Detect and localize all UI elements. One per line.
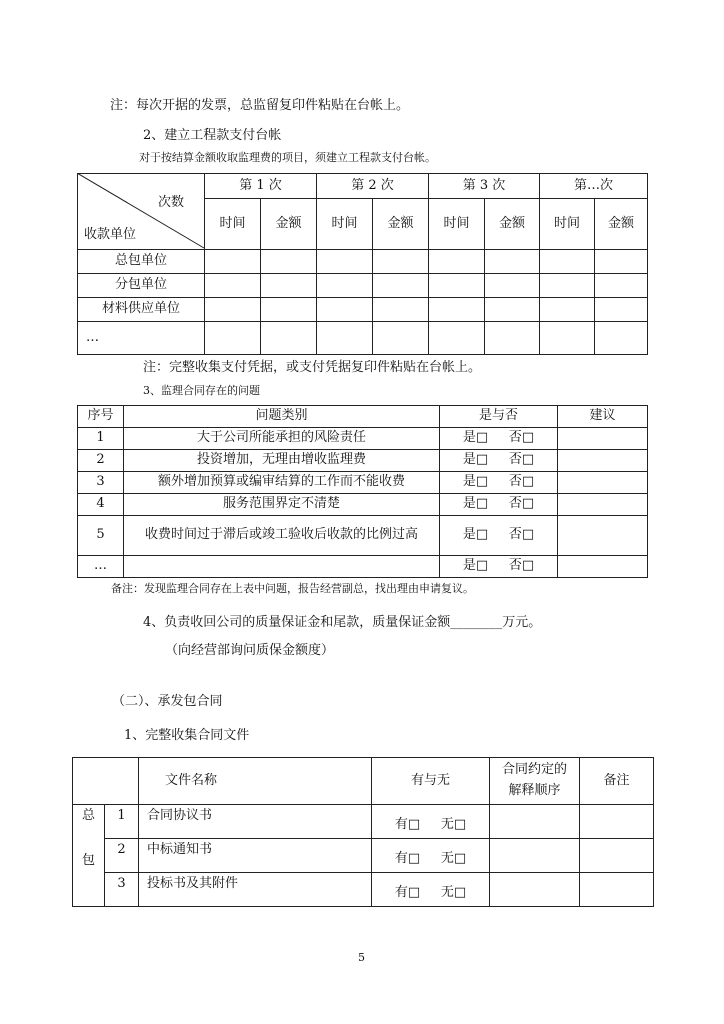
row-file-name: 中标通知书 (139, 839, 372, 873)
yes-no-cell (440, 428, 558, 450)
col-header-order (490, 758, 580, 805)
corner-times-label: 次数 (157, 195, 184, 210)
col-header-advice: 建议 (558, 406, 648, 428)
payee-cell: 分包单位 (78, 274, 205, 298)
payee-cell: … (78, 322, 205, 355)
no-checkbox[interactable]: 否□ (508, 430, 535, 446)
col-header-order-line2: 解释顺序 (508, 783, 561, 798)
col-header-no: 序号 (78, 406, 124, 428)
col-header-remark: 备注 (580, 758, 654, 805)
period-header: 第 3 次 (429, 174, 540, 199)
page-number: 5 (358, 951, 365, 964)
col-header-have: 有与无 (372, 758, 490, 805)
row-issue: 收费时间过于滞后或竣工验收后收款的比例过高 (124, 516, 440, 556)
row-issue (124, 556, 440, 578)
yes-no-cell (440, 516, 558, 556)
amount-header: 金额 (261, 199, 317, 250)
no-checkbox[interactable]: 否□ (508, 452, 535, 468)
table-row (78, 494, 648, 516)
col-header-yesno: 是与否 (440, 406, 558, 428)
no-checkbox[interactable]: 否□ (508, 496, 535, 512)
row-file-name: 合同协议书 (139, 805, 372, 839)
have-checkbox[interactable]: 有□ (394, 885, 421, 901)
corner-diagonal-line (77, 173, 205, 249)
yes-checkbox[interactable]: 是□ (462, 496, 489, 512)
table-row (73, 839, 654, 873)
section4-sub: （向经营部询问质保金额度） (165, 643, 335, 658)
col-header-file-name: 文件名称 (139, 758, 372, 805)
row-no: 2 (78, 450, 124, 472)
part2-sub-heading: 1、完整收集合同文件 (124, 728, 250, 743)
yes-checkbox[interactable]: 是□ (462, 474, 489, 490)
have-checkbox[interactable]: 有□ (394, 851, 421, 867)
row-issue: 服务范围界定不清楚 (124, 494, 440, 516)
contract-files-table (72, 757, 654, 907)
time-header: 时间 (540, 199, 595, 250)
row-no: … (78, 556, 124, 578)
time-header: 时间 (429, 199, 485, 250)
have-none-cell (372, 839, 490, 873)
table-row (78, 322, 648, 355)
time-header: 时间 (317, 199, 373, 250)
part2-heading: （二）、承发包合同 (112, 694, 223, 709)
table-row (78, 516, 648, 556)
section4-unit: 万元。 (502, 615, 542, 630)
row-no: 5 (78, 516, 124, 556)
contract-issues-table (77, 405, 648, 578)
section2-note: 注：完整收集支付凭据，或支付凭据复印件粘贴在台帐上。 (143, 360, 482, 375)
yes-no-cell (440, 556, 558, 578)
table-row (78, 428, 648, 450)
time-header: 时间 (205, 199, 261, 250)
yes-checkbox[interactable]: 是□ (462, 527, 489, 543)
yes-checkbox[interactable]: 是□ (462, 452, 489, 468)
amount-blank[interactable]: ________ (450, 615, 503, 630)
yes-no-cell (440, 472, 558, 494)
row-file-name: 投标书及其附件 (139, 873, 372, 907)
period-header: 第…次 (540, 174, 648, 199)
row-issue: 大于公司所能承担的风险责任 (124, 428, 440, 450)
group-cell (73, 805, 105, 907)
none-checkbox[interactable]: 无□ (440, 885, 467, 901)
period-header: 第 2 次 (317, 174, 429, 199)
group-char-top: 总 (81, 808, 95, 823)
payee-cell: 材料供应单位 (78, 298, 205, 322)
col-header-issue: 问题类别 (124, 406, 440, 428)
no-checkbox[interactable]: 否□ (508, 558, 535, 574)
amount-header: 金额 (595, 199, 648, 250)
row-issue: 投资增加，无理由增收监理费 (124, 450, 440, 472)
payee-cell: 总包单位 (78, 250, 205, 274)
section4-line (143, 611, 541, 630)
yes-no-cell (440, 450, 558, 472)
table-row (73, 873, 654, 907)
row-issue: 额外增加预算或编审结算的工作而不能收费 (124, 472, 440, 494)
section2-heading: 2、建立工程款支付台帐 (143, 128, 282, 143)
section3-note: 备注：发现监理合同存在上表中问题，报告经营副总，找出理由申请复议。 (111, 582, 474, 595)
corner-payee-label: 收款单位 (84, 227, 137, 243)
table-row (78, 450, 648, 472)
table-row (78, 556, 648, 578)
no-checkbox[interactable]: 否□ (508, 474, 535, 490)
row-no: 3 (105, 873, 139, 907)
have-none-cell (372, 805, 490, 839)
no-checkbox[interactable]: 否□ (508, 527, 535, 543)
table-row (78, 298, 648, 322)
group-char-bottom: 包 (81, 852, 95, 868)
col-header-order-line1: 合同约定的 (501, 762, 567, 778)
table-row (73, 805, 654, 839)
none-checkbox[interactable]: 无□ (440, 851, 467, 867)
section2-desc: 对于按结算金额收取监理费的项目，须建立工程款支付台帐。 (139, 151, 436, 164)
table-row (78, 274, 648, 298)
row-no: 3 (78, 472, 124, 494)
row-no: 1 (78, 428, 124, 450)
yes-no-cell (440, 494, 558, 516)
period-header: 第 1 次 (205, 174, 317, 199)
row-no: 2 (105, 839, 139, 873)
table-row (78, 472, 648, 494)
section4-text: 4、负责收回公司的质量保证金和尾款，质量保证金额 (143, 615, 451, 630)
yes-checkbox[interactable]: 是□ (462, 558, 489, 574)
none-checkbox[interactable]: 无□ (440, 817, 467, 833)
row-no: 4 (78, 494, 124, 516)
table-row (78, 250, 648, 274)
have-checkbox[interactable]: 有□ (394, 817, 421, 833)
amount-header: 金额 (485, 199, 540, 250)
intro-note: 注：每次开据的发票，总监留复印件粘贴在台帐上。 (110, 98, 410, 113)
section3-heading: 3、监理合同存在的问题 (143, 384, 260, 397)
amount-header: 金额 (373, 199, 429, 250)
yes-checkbox[interactable]: 是□ (462, 430, 489, 446)
row-no: 1 (105, 805, 139, 839)
have-none-cell (372, 873, 490, 907)
